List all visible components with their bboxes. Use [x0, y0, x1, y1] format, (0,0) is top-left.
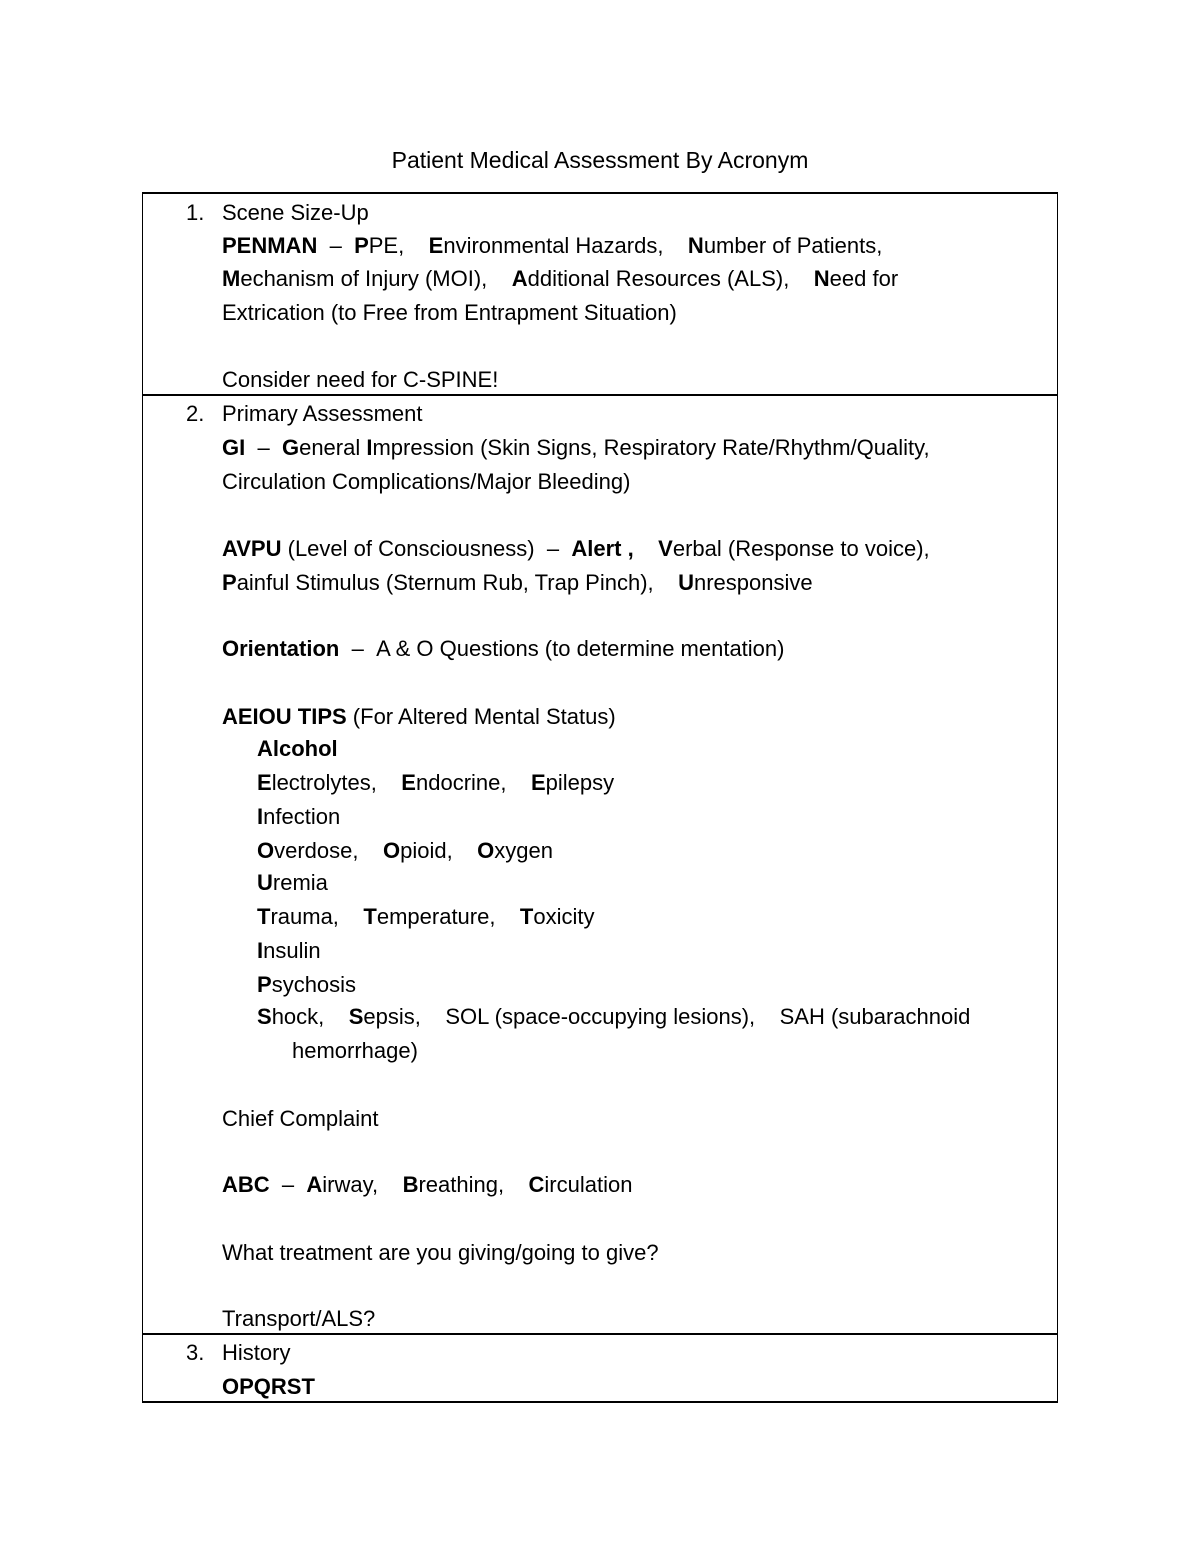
- aeiou-item: Overdose, Opioid, Oxygen: [257, 838, 553, 863]
- penman-line-2: Mechanism of Injury (MOI), Additional Resources (ALS), Need for: [222, 266, 899, 291]
- avpu-line-2: Painful Stimulus (Sternum Rub, Trap Pinch), Unresponsive: [222, 570, 813, 595]
- aeiou-item: Alcohol: [257, 736, 338, 761]
- treatment-question: What treatment are you giving/going to give?: [222, 1240, 659, 1265]
- orientation-line: Orientation – A & O Questions (to determine mentation): [222, 636, 785, 661]
- transport-question: Transport/ALS?: [222, 1306, 376, 1331]
- aeiou-item: Infection: [257, 804, 341, 829]
- cspine-note: Consider need for C-SPINE!: [222, 367, 499, 392]
- section-heading: History: [222, 1340, 291, 1365]
- abc-line: ABC – Airway, Breathing, Circulation: [222, 1172, 633, 1197]
- section-heading: Scene Size-Up: [222, 200, 369, 225]
- section-number: 3.: [186, 1340, 205, 1365]
- gi-line: GI – General Impression (Skin Signs, Respiratory Rate/Rhythm/Quality,: [222, 435, 930, 460]
- aeiou-item: Psychosis: [257, 972, 357, 997]
- chief-complaint: Chief Complaint: [222, 1106, 379, 1131]
- section-number: 1.: [186, 200, 205, 225]
- avpu-line: AVPU (Level of Consciousness) – Alert , Verbal (Response to voice),: [222, 536, 930, 561]
- aeiou-item: Insulin: [257, 938, 321, 963]
- aeiou-item: Trauma, Temperature, Toxicity: [257, 904, 595, 929]
- table-top-border: [142, 192, 1058, 194]
- penman-line-3: Extrication (to Free from Entrapment Situation): [222, 300, 677, 325]
- aeiou-item: Shock, Sepsis, SOL (space-occupying lesions), SAH (subarachnoid: [257, 1004, 971, 1029]
- opqrst-label: OPQRST: [222, 1374, 315, 1399]
- page-title: Patient Medical Assessment By Acronym: [391, 147, 809, 173]
- aeiou-item-cont: hemorrhage): [292, 1038, 418, 1063]
- gi-line-2: Circulation Complications/Major Bleeding): [222, 469, 631, 494]
- aeiou-item: Electrolytes, Endocrine, Epilepsy: [257, 770, 615, 795]
- penman-line: PENMAN – PPE, Environmental Hazards, Number of Patients,: [222, 233, 883, 258]
- aeiou-item: Uremia: [257, 870, 328, 895]
- section-number: 2.: [186, 401, 205, 426]
- section-heading: Primary Assessment: [222, 401, 423, 426]
- aeiou-heading: AEIOU TIPS (For Altered Mental Status): [222, 704, 616, 729]
